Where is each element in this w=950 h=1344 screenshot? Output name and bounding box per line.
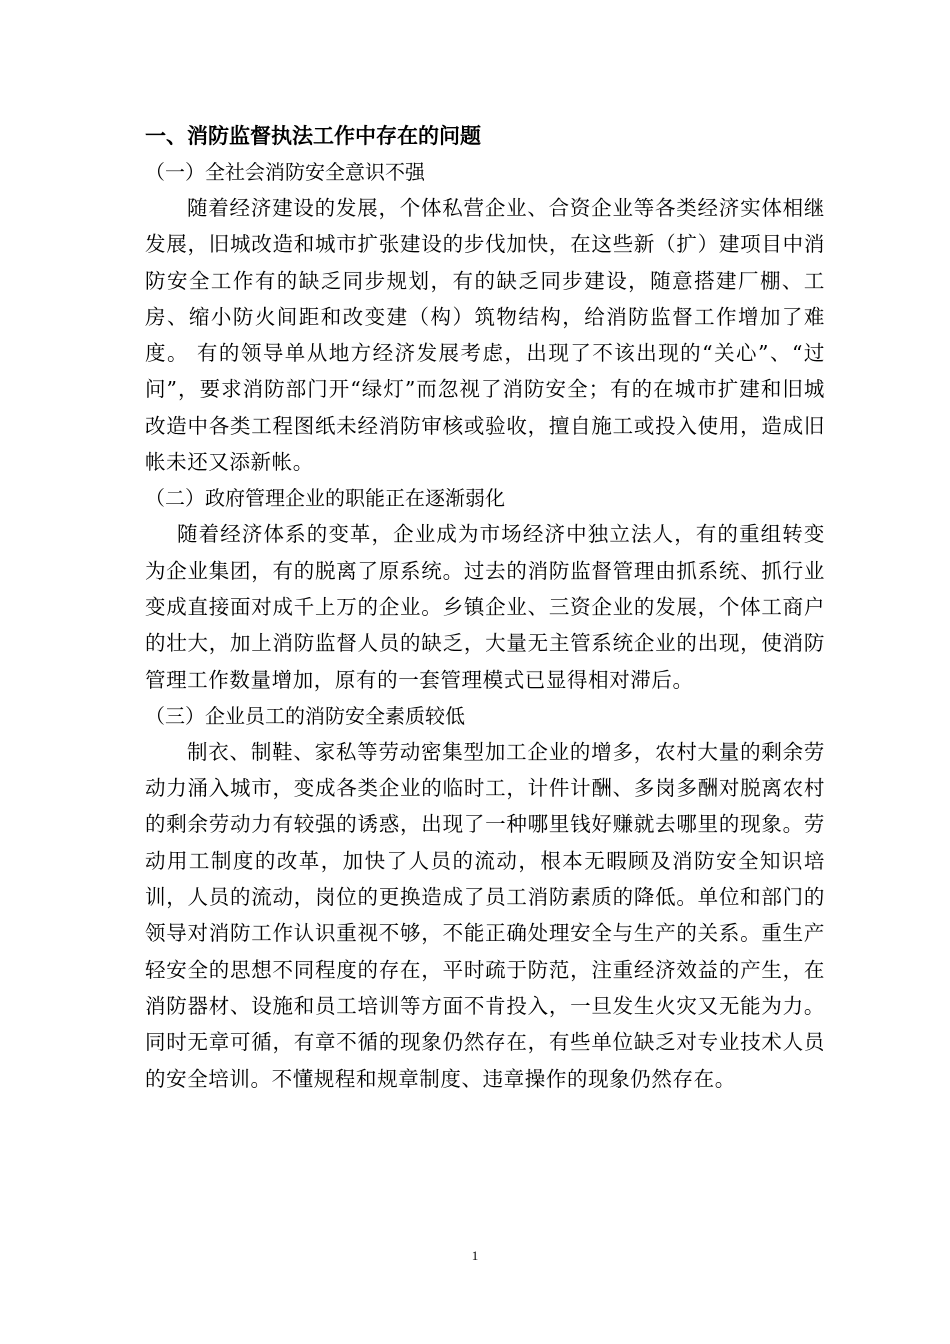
document-body — [145, 118, 825, 1097]
subsection-title-2: （二）政府管理企业的职能正在逐渐弱化 — [145, 486, 505, 511]
paragraph-3: 制衣、制鞋、家私等劳动密集型加工企业的增多，农村大量的剩余劳动力涌入城市，变成各类企业的临时工，计件计酬、多岗多酬对脱离农村的剩余劳动力有较强的诱惑，出现了一种哪里钱好赚就去哪里的现象。劳动用工制度的改革，加快了人员的流动，根本无暇顾及消防安全知识培训，人员的流动，岗位的更换造成了员工消防素质的降低。单位和部门的领导对消防工作认识重视不够，不能正确处理安全与生产的关系。重生产轻安全的思想不同程度的存在，平时疏于防范，注重经济效益的产生，在消防器材、设施和员工培训等方面不肯投入，一旦发生火灾又无能为力。同时无章可循，有章不循的现象仍然存在，有些单位缺乏对专业技术人员的安全培训。不懂规程和规章制度、违章操作的现象仍然存在。 — [145, 739, 825, 1091]
paragraph-2: 随着经济体系的变革，企业成为市场经济中独立法人，有的重组转变为企业集团，有的脱离了原系统。过去的消防监督管理由抓系统、抓行业变成直接面对成千上万的企业。乡镇企业、三资企业的发展，个体工商户的壮大，加上消防监督人员的缺乏，大量无主管系统企业的出现，使消防管理工作数量增加，原有的一套管理模式已显得相对滞后。 — [145, 522, 825, 692]
paragraph-1: 随着经济建设的发展，个体私营企业、合资企业等各类经济实体相继发展，旧城改造和城市扩张建设的步伐加快，在这些新（扩）建项目中消防安全工作有的缺乏同步规划，有的缺乏同步建设，随意搭建厂棚、工房、缩小防火间距和改变建（构）筑物结构，给消防监督工作增加了难度。 有的领导单从地方经济发展考虑，出现了不该出现的“关心”、“过问”，要求消防部门开“绿灯”而忽视了消防安全；有的在城市扩建和旧城改造中各类工程图纸未经消防审核或验收，擅自施工或投入使用，造成旧帐未还又添新帐。 — [145, 196, 825, 475]
subsection-title-3: （三）企业员工的消防安全素质较低 — [145, 703, 465, 728]
subsection-title-1: （一）全社会消防安全意识不强 — [145, 160, 425, 184]
page-number: 1 — [471, 1248, 479, 1263]
section-heading: 一、消防监督执法工作中存在的问题 — [145, 124, 481, 148]
